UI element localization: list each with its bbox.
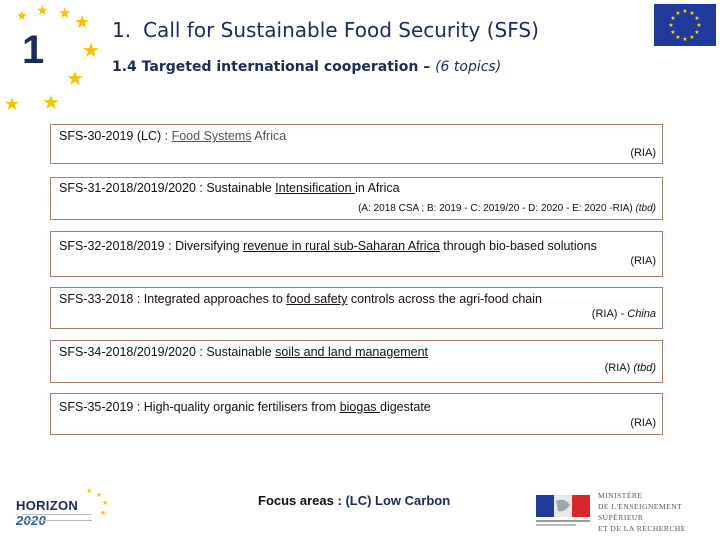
topic-box <box>50 340 663 383</box>
star-icon: ★ <box>100 509 107 517</box>
title-index: 1. <box>112 18 132 42</box>
topic-text: controls across the agri-food chain <box>347 292 542 306</box>
svg-text:★: ★ <box>694 15 700 22</box>
topic-key-term: food safety <box>286 292 348 306</box>
topic-line <box>59 181 400 195</box>
horizon-tagline-lines <box>22 514 92 521</box>
topic-box <box>50 124 663 164</box>
topic-text: Sustainable <box>206 345 276 359</box>
topic-code: SFS-33-2018 : <box>59 292 141 306</box>
action-tag-note: (tbd) <box>635 203 656 214</box>
topic-line <box>59 239 597 253</box>
action-tag-note: (tbd) <box>633 362 656 374</box>
topic-text: digestate <box>380 400 431 414</box>
topic-action-type <box>630 255 656 267</box>
star-icon: ★ <box>16 9 28 24</box>
topic-key-term: revenue in rural sub-Saharan Africa <box>243 239 440 253</box>
topic-text: through bio-based solutions <box>439 239 597 253</box>
svg-text:★: ★ <box>689 34 695 41</box>
topic-code: SFS-32-2018/2019 : <box>59 239 172 253</box>
svg-text:★: ★ <box>682 36 688 43</box>
svg-text:★: ★ <box>675 34 681 41</box>
svg-text:★: ★ <box>670 29 676 36</box>
svg-text:★: ★ <box>689 10 695 17</box>
topic-text: Integrated approaches to <box>143 292 287 306</box>
topic-action-type <box>592 308 656 320</box>
topic-key-term: soils and land management <box>275 345 429 359</box>
svg-text:★: ★ <box>696 22 702 29</box>
topic-action-type <box>630 417 656 429</box>
ministry-line: ET DE LA RECHERCHE <box>598 524 686 533</box>
topic-code: SFS-34-2018/2019/2020 : <box>59 345 203 359</box>
action-tag: (RIA) <box>591 308 618 320</box>
svg-text:★: ★ <box>668 22 674 29</box>
focus-value: (LC) Low Carbon <box>345 493 451 508</box>
star-icon: ★ <box>82 38 100 62</box>
topic-action-type <box>630 147 656 159</box>
topic-box <box>50 231 663 277</box>
topic-text: Diversifying <box>175 239 244 253</box>
topic-action-type <box>605 362 656 374</box>
star-icon: ★ <box>4 94 21 115</box>
topic-box <box>50 177 663 220</box>
star-icon: ★ <box>74 12 91 33</box>
star-icon: ★ <box>42 90 60 114</box>
topic-line <box>59 345 428 359</box>
svg-text:★: ★ <box>682 8 688 15</box>
star-icon: ★ <box>36 3 49 19</box>
eu-flag-icon <box>654 4 716 46</box>
topic-text: Africa <box>251 129 287 143</box>
horizon-year: 2020 <box>16 513 47 528</box>
topic-text: in Africa <box>355 181 400 195</box>
star-icon: ★ <box>102 499 109 507</box>
svg-text:★: ★ <box>675 10 681 17</box>
horizon-word: HORIZON <box>16 498 79 513</box>
title-text: Call for Sustainable Food Security (SFS) <box>143 18 539 42</box>
svg-text:★: ★ <box>670 15 676 22</box>
page-subtitle <box>112 59 501 75</box>
ministry-label <box>598 490 710 534</box>
star-icon: ★ <box>58 4 72 22</box>
topic-box <box>50 393 663 435</box>
svg-text:★: ★ <box>694 29 700 36</box>
subtitle-note: (6 topics) <box>435 59 502 75</box>
topic-text: Sustainable <box>206 181 276 195</box>
action-tag: (RIA) <box>604 362 631 374</box>
star-icon: ★ <box>66 66 84 90</box>
page-title <box>112 18 539 42</box>
topic-code: SFS-35-2019 : <box>59 400 141 414</box>
topic-key-term: Intensification <box>275 181 356 195</box>
action-tag-note: - China <box>620 308 656 320</box>
subtitle-main: 1.4 Targeted international cooperation – <box>112 59 431 75</box>
ministry-line: MINISTÈRE <box>598 491 643 500</box>
topic-line <box>59 292 542 306</box>
horizon-wordmark <box>16 498 112 528</box>
ministry-line: DE L'ENSEIGNEMENT SUPÉRIEUR <box>598 502 683 522</box>
marianne-logo-icon <box>536 495 592 529</box>
topic-key-term: Food Systems <box>171 129 252 143</box>
action-tag: (RIA) <box>630 255 656 267</box>
focus-label: Focus areas : <box>258 493 342 508</box>
topic-code: SFS-30-2019 (LC) : <box>59 129 169 143</box>
topic-box <box>50 287 663 329</box>
star-icon: ★ <box>86 487 93 495</box>
action-tag: (A: 2018 CSA ; B: 2019 - C: 2019/20 - D: 2020 - E: 2020 -RIA) <box>358 203 633 214</box>
focus-areas-note <box>258 493 450 508</box>
action-tag: (RIA) <box>630 417 656 429</box>
topic-text: High-quality organic fertilisers from <box>143 400 340 414</box>
topic-action-type <box>358 203 656 214</box>
topic-line <box>59 129 286 143</box>
topic-code: SFS-31-2018/2019/2020 : <box>59 181 203 195</box>
topic-key-term: biogas <box>339 400 380 414</box>
section-number: 1 <box>22 28 45 72</box>
horizon-2020-logo <box>16 487 112 528</box>
star-icon: ★ <box>96 491 103 499</box>
topic-line <box>59 400 431 414</box>
action-tag: (RIA) <box>630 147 656 159</box>
